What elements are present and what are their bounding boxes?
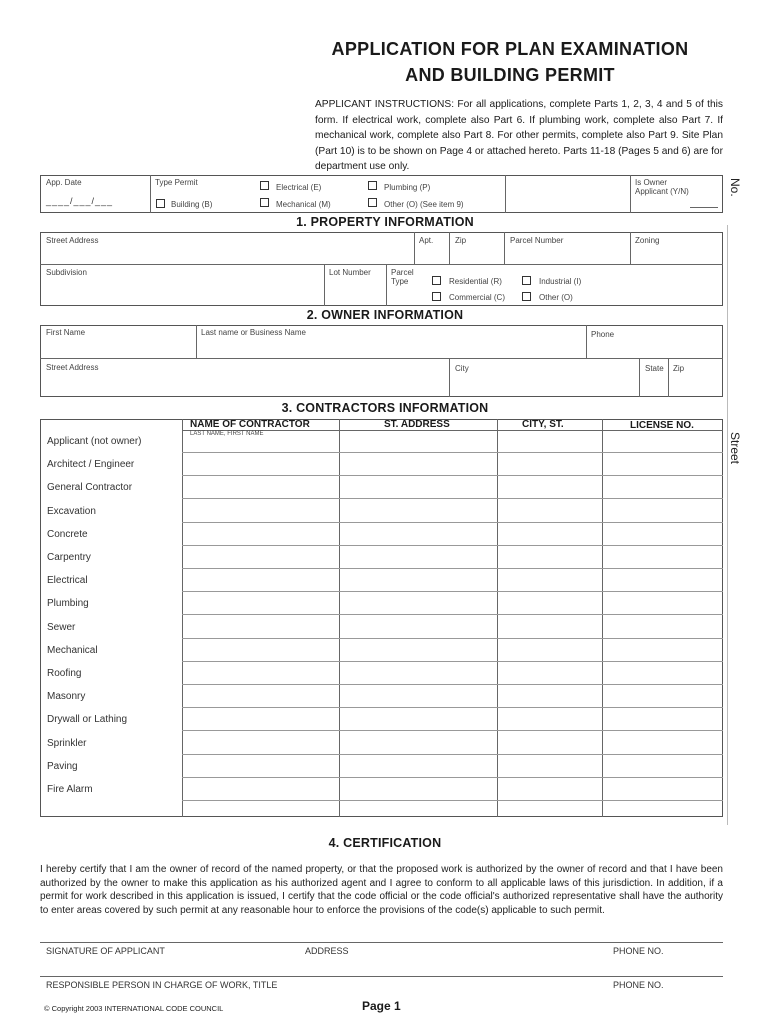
contractor-row-line[interactable] [182,707,723,708]
contractor-row-line[interactable] [182,545,723,546]
owner-city-label: City [455,364,469,373]
building-checkbox[interactable] [156,199,165,208]
section-certification-heading: 4. CERTIFICATION [328,836,442,850]
other-label: Other (O) (See item 9) [384,200,464,209]
contractor-row-label: Masonry [47,691,86,703]
building-label: Building (B) [171,200,213,209]
contractor-row-label: Mechanical [47,644,98,656]
side-no-label: No. [728,178,742,197]
permit-type-box [40,175,723,213]
type-permit-label: Type Permit [155,178,198,187]
contractor-row-line[interactable] [182,452,723,453]
section-owner-heading: 2. OWNER INFORMATION [306,308,464,322]
section-contractors-heading: 3. CONTRACTORS INFORMATION [281,401,489,415]
contractor-row-line[interactable] [182,498,723,499]
parcel-type-label: Parcel Type [391,268,414,286]
contractor-row-label: Sprinkler [47,737,87,749]
col-header-name: NAME OF CONTRACTOR [190,419,310,430]
electrical-checkbox[interactable] [260,181,269,190]
applicant-instructions: APPLICANT INSTRUCTIONS: For all applications, complete Parts 1, 2, 3, 4 and 5 of this form. If electrical work, complete also Part 6. If plumbing work, complete also Part 7. If mechanical work, complete also Part 8. For other permits, complete also Part 9. Site Plan (Part 10) is to be shown on Page 4 or attached hereto. Parts 11-18 (Pages 5 and 6) are for department use only. [315,99,723,172]
contractor-row-label: Excavation [47,505,96,517]
residential-checkbox[interactable] [432,276,441,285]
copyright: © Copyright 2003 INTERNATIONAL CODE COUNCIL [44,1004,224,1013]
contractor-row-label: Drywall or Lathing [47,714,128,726]
electrical-label: Electrical (E) [276,183,322,192]
contractor-row-line[interactable] [182,684,723,685]
section-property-heading: 1. PROPERTY INFORMATION [296,215,474,229]
contractor-row-label: Carpentry [47,552,91,563]
certification-text: I hereby certify that I am the owner of record of the named property, or that the proposed work is authorized by the owner of record and that I have been authorized by the owner to make this application as his authorized agent and I agree to conform to all applicable laws of this jurisdiction. In addition, if a permit for work described in this application is issued, I certify that the code official or the code official's authorized representative shall have the authority to enter areas covered by such permit at any reasonable hour to enforce the provisions of the code(s) applicable to such permit. [40,864,723,916]
contractor-row-line[interactable] [182,754,723,755]
contractor-row-line[interactable] [182,730,723,731]
zoning-label: Zoning [635,236,660,245]
responsible-person-label: RESPONSIBLE PERSON IN CHARGE OF WORK, TITLE [46,980,278,990]
contractor-row-label: Sewer [47,621,76,633]
zip-label: Zip [455,236,467,245]
app-date-label: App. Date [46,178,82,187]
contractor-row-line[interactable] [182,800,723,801]
mechanical-checkbox[interactable] [260,198,269,207]
form-title-line2: AND BUILDING PERMIT [405,65,615,85]
parcel-other-label: Other (O) [539,293,573,302]
residential-label: Residential (R) [449,277,502,286]
parcel-other-checkbox[interactable] [522,292,531,301]
industrial-checkbox[interactable] [522,276,531,285]
contractor-row-label: Fire Alarm [47,784,93,795]
street-address-label: Street Address [46,236,99,245]
contractor-row-label: Roofing [47,668,82,679]
contractor-row-line[interactable] [182,661,723,662]
app-date-field[interactable]: ____/___/___ [46,196,114,206]
owner-street-address-label: Street Address [46,363,99,372]
phone-label-1: PHONE NO. [613,946,664,956]
commercial-checkbox[interactable] [432,292,441,301]
contractor-row-label: Applicant (not owner) [47,436,142,447]
contractor-row-line[interactable] [182,568,723,569]
contractor-row-label: General Contractor [47,482,133,494]
col-header-city: CITY, ST. [522,419,564,430]
owner-phone-label: Phone [591,330,615,339]
contractor-row-line[interactable] [182,777,723,778]
contractor-row-line[interactable] [182,638,723,639]
owner-last-name-label: Last name or Business Name [201,328,306,337]
contractors-table [40,419,723,817]
plumbing-checkbox[interactable] [368,181,377,190]
mechanical-label: Mechanical (M) [276,200,331,209]
lot-number-label: Lot Number [329,268,371,277]
col-header-name-sub: LAST NAME, FIRST NAME [190,431,264,437]
other-checkbox[interactable] [368,198,377,207]
form-title-line1: APPLICATION FOR PLAN EXAMINATION [331,39,689,59]
address-label: ADDRESS [305,946,349,956]
col-header-address: ST. ADDRESS [384,419,450,430]
phone-label-2: PHONE NO. [613,980,664,990]
commercial-label: Commercial (C) [449,293,505,302]
side-edge-line [727,225,728,825]
page-number: Page 1 [362,999,401,1013]
contractor-row-label: Concrete [47,528,88,540]
owner-first-name-label: First Name [46,328,86,337]
contractor-row-label: Paving [47,760,78,772]
owner-state-label: State [645,364,664,373]
signature-label: SIGNATURE OF APPLICANT [46,946,165,956]
property-info-box [40,232,723,306]
is-owner-applicant-label: Is Owner Applicant (Y/N) [635,178,689,196]
contractor-row-line[interactable] [182,475,723,476]
contractor-row-label: Plumbing [47,598,89,610]
parcel-number-label: Parcel Number [510,236,564,245]
subdivision-label: Subdivision [46,268,87,277]
contractor-row-label: Electrical [47,575,88,587]
col-header-license: LICENSE NO. [630,420,694,431]
industrial-label: Industrial (I) [539,277,582,286]
contractor-row-line[interactable] [182,614,723,615]
owner-info-box [40,325,723,397]
side-street-label: Street [728,432,742,465]
apt-label: Apt. [419,236,434,245]
owner-zip-label: Zip [673,364,685,373]
contractor-row-line[interactable] [182,522,723,523]
plumbing-label: Plumbing (P) [384,183,431,192]
contractor-row-label: Architect / Engineer [47,459,135,471]
contractor-row-line[interactable] [182,591,723,592]
